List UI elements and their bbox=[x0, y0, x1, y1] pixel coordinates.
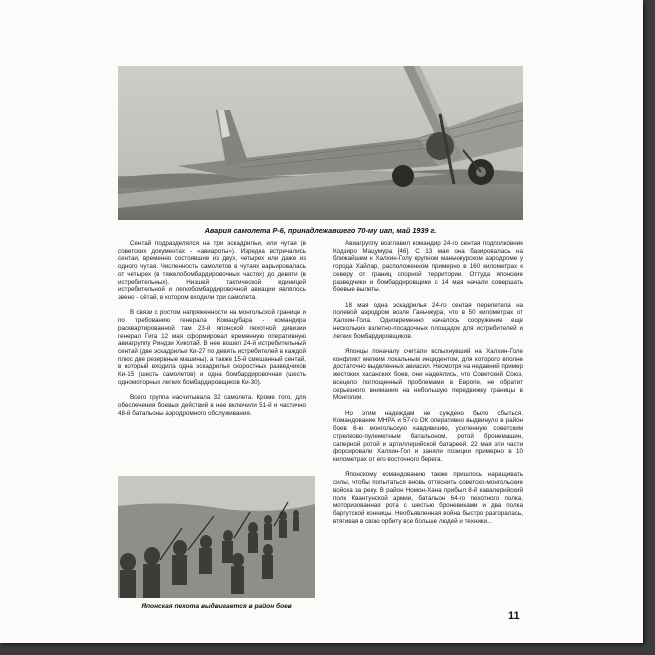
photo-aircraft-crash bbox=[118, 66, 523, 220]
page-number: 11 bbox=[508, 610, 520, 622]
paragraph: Всего группа насчитывала 32 самолета. Кроме того, для обеспечения боевых действий в нее включили 51-й и частично 48-й батальоны аэродромного обслуживания. bbox=[118, 394, 306, 417]
paragraph: Японскому командованию также пришлось наращивать силы, чтобы попытаться вновь оттеснить советско-монгольские войска за реку. В район Номон-Хана прибыл 8-й кавалерийский полк Квантунской армии, батальон 64-го пехотного полка, моторизованная рота с шестью броневиками и два полка баргутской конницы. Необъявленная война быстро разгоралась, втягивая в свою орбиту все больше людей и техники... bbox=[333, 471, 523, 525]
text-column-left bbox=[118, 240, 306, 425]
photo-caption-bottom: Японская пехота выдвигается в район боев bbox=[141, 603, 292, 610]
photo-infantry bbox=[118, 476, 315, 598]
paragraph: В связи с ростом напряженности на монгольской границе и по требованию генерала Комацубара - командира расквартированной там 23-й японской пехотной дивизии генерал Гига 12 мая сформировал временную оперативную авиагруппу Риндзи Хикотай. В нее вошел 24-й истребительный сентай (две эскадрильи Ки-27 по девять истребителей в каждой плюс две резервные машины), а также 15-й смешанный сентай, в который входила одна эскадрилья скоростных разведчиков Ки-15 (шесть самолетов) и одна бомбардировочная (шесть одномоторных легких бомбардировщиков Ки-30). bbox=[118, 309, 306, 386]
paragraph: Но этим надеждам не суждено было сбыться. Командование МНРА и 57-го ОК оперативно выдвинуло в район боев 6-ю монгольскую кавдивизию, усиленную советским стрелково-пулеметным батальоном, ротой бронемашин, саперной ротой и артиллерийской батареей. 22 мая эти части форсировали Халхин-Гол и заняли позиции примерно в 10 километрах от его восточного берега. bbox=[333, 409, 523, 464]
infantry-photo-illustration bbox=[118, 476, 315, 598]
paragraph: Японцы поначалу считали вспыхнувший на Халхин-Голе конфликт мелким локальным инцидентом, для которого вполне достаточно выделенных авиасил. Несмотря на недавний пример жестоких хасанских боев, они надеялись, что Советский Союз, всецело поглощенный проблемами в Европе, не обратит серьезного внимания на небольшую передвижку границы в Монголии. bbox=[333, 348, 523, 402]
photo-caption-top: Авария самолета Р-6, принадлежавшего 70-му иап, май 1939 г. bbox=[204, 226, 437, 235]
paragraph: Сентай подразделялся на три эскадрильи, или чутая (в советских документах - «авиароты»). Изредка встречались сентаи, временно состоявшие из двух, четырех или даже из одного чутая. Численность самолетов в чутаях варьировалась от четырех (в тяжелобомбардировочных частях) до девяти (в истребительных). Низшей тактической единицей истребительной и легкобомбардировочной авиации являлось звено - сётай, в котором входили три самолета. bbox=[118, 240, 306, 302]
paragraph: Авиагруппу возглавил командир 24-го сентая подполковник Кодзиро Мацумура [46]. С 13 мая она базировалась на ближайшем к Халхин-Голу крупном маньчжурском аэродроме у города Хайлар, расположенном примерно в 160 километрах к северу от границ спорной территории. Оттуда японские разведчики и бомбардировщики с 14 мая начали совершать боевые вылеты. bbox=[333, 240, 523, 294]
paragraph: 18 мая одна эскадрилья 24-го сентая перелетела на полевой аэродром возле Ганьчжура, что в 50 километрах от Халхин-Гола. Одновременно началось сооружение еще нескольких взлетно-посадочных площадок для истребителей и легких бомбардировщиков. bbox=[333, 301, 523, 340]
aircraft-photo-illustration bbox=[118, 66, 523, 220]
text-column-right bbox=[333, 240, 523, 533]
